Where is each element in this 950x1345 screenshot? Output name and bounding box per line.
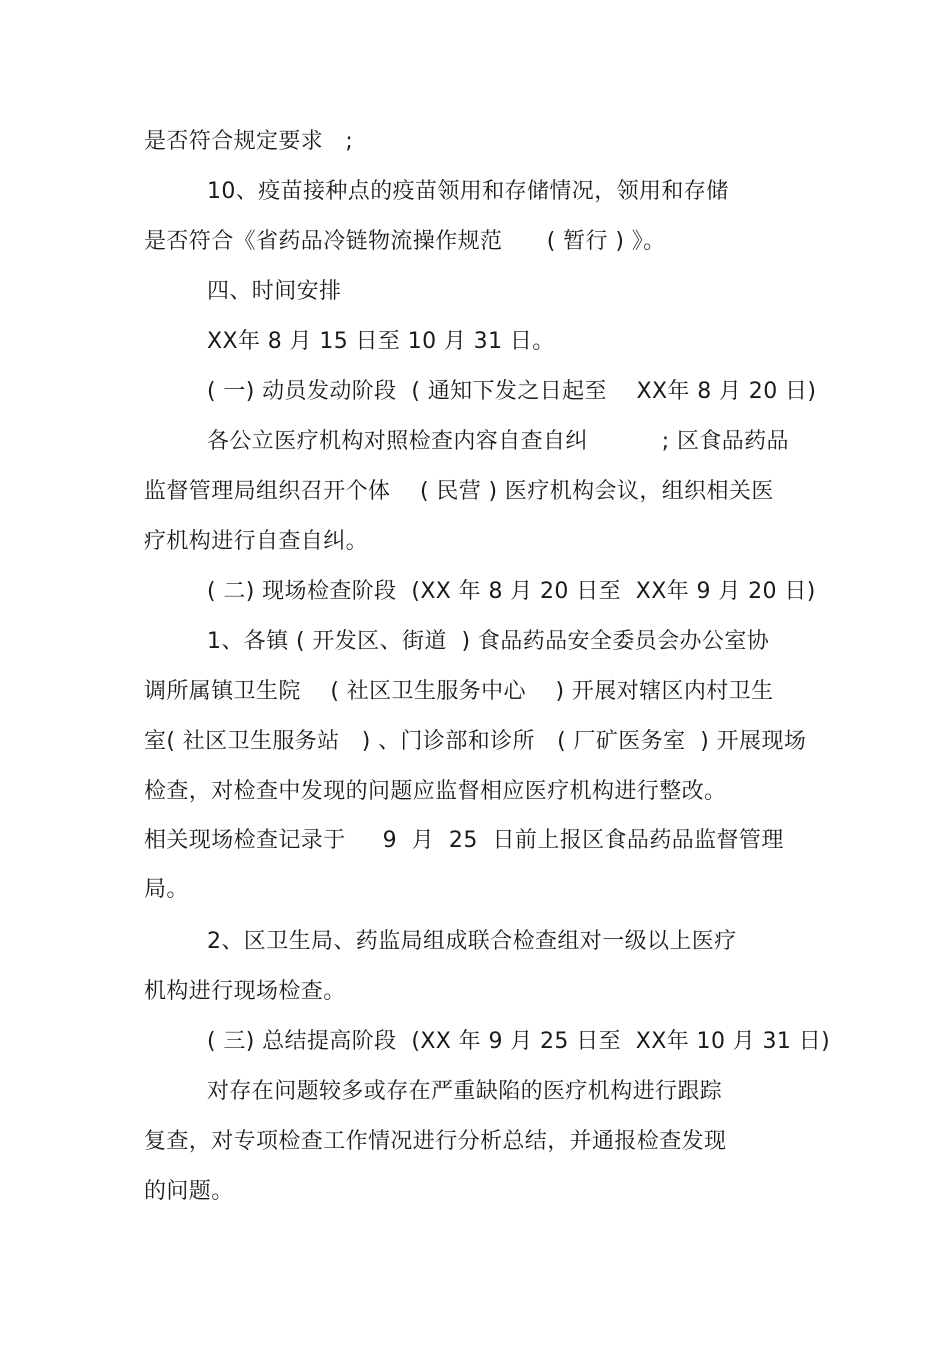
text-line: 1、各镇 ( 开发区、街道 ) 食品药品安全委员会办公室协: [207, 629, 770, 654]
text-line: 复查，对专项检查工作情况进行分析总结，并通报检查发现: [144, 1129, 727, 1154]
text-line: 调所属镇卫生院 ( 社区卫生服务中心 ) 开展对辖区内村卫生: [144, 679, 774, 704]
text-line: 室( 社区卫生服务站 ) 、门诊部和诊所 ( 厂矿医务室 ) 开展现场: [144, 729, 807, 754]
phase-heading: ( 三) 总结提高阶段 (XX 年 9 月 25 日至 XX年 10 月 31 日): [207, 1029, 831, 1054]
text-line: 10、疫苗接种点的疫苗领用和存储情况，领用和存储: [207, 179, 729, 204]
section-heading: 四、时间安排: [207, 279, 342, 304]
text-line: 是否符合《省药品冷链物流操作规范 ( 暂行 ) 》。: [144, 229, 666, 254]
text-line: 2、区卫生局、药监局组成联合检查组对一级以上医疗: [207, 929, 737, 954]
phase-heading: ( 二) 现场检查阶段 (XX 年 8 月 20 日至 XX年 9 月 20 日): [207, 579, 816, 604]
text-line: XX年 8 月 15 日至 10 月 31 日。: [207, 329, 555, 354]
phase-heading: ( 一) 动员发动阶段 ( 通知下发之日起至 XX年 8 月 20 日): [207, 379, 817, 404]
text-line: 相关现场检查记录于 9 月 25 日前上报区食品药品监督管理: [144, 828, 784, 853]
text-line: 的问题。: [144, 1179, 234, 1204]
text-line: 监督管理局组织召开个体 ( 民营 ) 医疗机构会议，组织相关医: [144, 479, 774, 504]
text-line: 局。: [144, 877, 189, 902]
text-line: 检查，对检查中发现的问题应监督相应医疗机构进行整改。: [144, 779, 727, 804]
text-line: 机构进行现场检查。: [144, 979, 346, 1004]
text-line: 对存在问题较多或存在严重缺陷的医疗机构进行跟踪: [207, 1079, 723, 1104]
text-line: 各公立医疗机构对照检查内容自查自纠 ; 区食品药品: [207, 429, 789, 454]
text-line: 是否符合规定要求 ;: [144, 129, 354, 154]
text-line: 疗机构进行自查自纠。: [144, 529, 369, 554]
